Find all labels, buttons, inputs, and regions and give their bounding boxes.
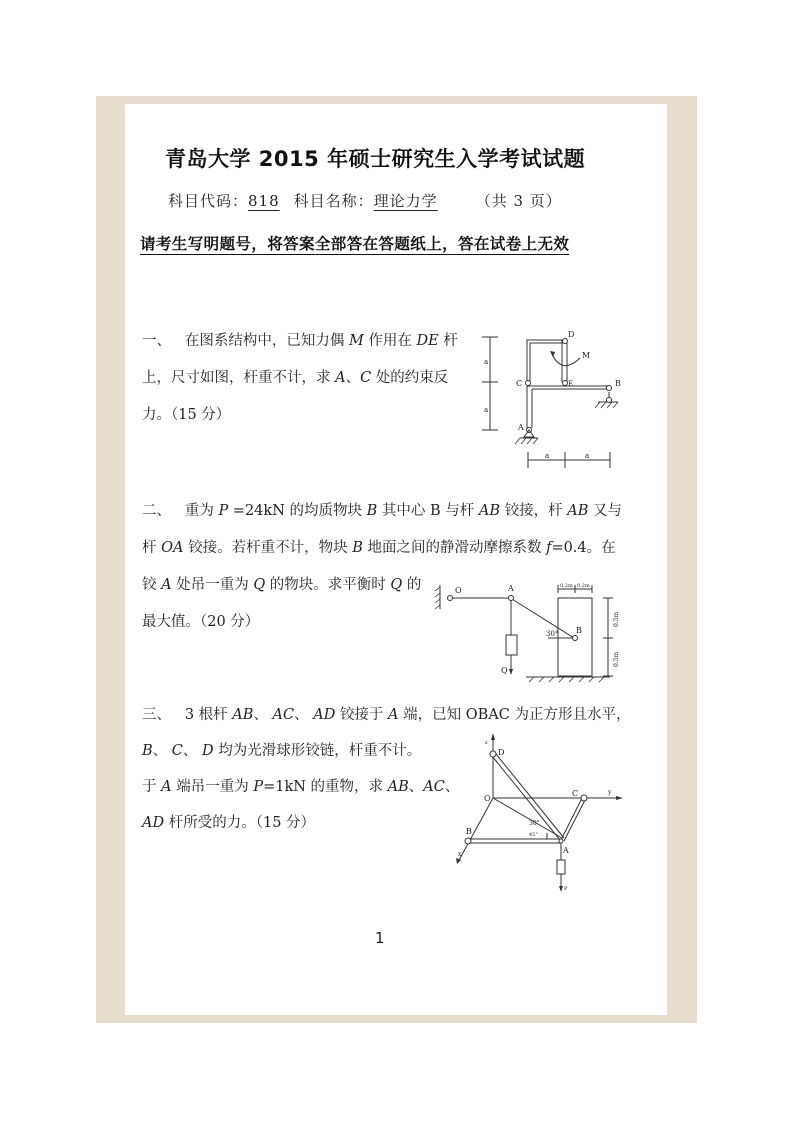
hinge-c bbox=[526, 381, 531, 386]
exam-notice: 请考生写明题号，将答案全部答在答题纸上，答在试卷上无效 bbox=[140, 235, 570, 253]
joint-a bbox=[559, 839, 563, 843]
hinge-c bbox=[581, 795, 587, 801]
dim-label: a bbox=[484, 358, 489, 366]
axis-x-label: x bbox=[458, 851, 462, 858]
label-p: P bbox=[564, 886, 568, 892]
label-a: A bbox=[518, 423, 524, 432]
question-line: 最大值。（20 分） bbox=[142, 614, 260, 630]
exam-title: 青岛大学 2015 年硕士研究生入学考试试题 bbox=[165, 147, 586, 171]
label-o: O bbox=[484, 794, 491, 803]
angle-30-label: 30° bbox=[529, 820, 540, 827]
hinge-b bbox=[465, 838, 471, 844]
hinge-d bbox=[490, 751, 496, 757]
question-line: 铰 A 处吊一重为 Q 的物块。求平衡时 Q 的 bbox=[142, 577, 422, 593]
figure-3-space-truss bbox=[440, 730, 640, 900]
label-b: B bbox=[615, 379, 621, 388]
label-d: D bbox=[568, 330, 575, 339]
dim-label: 0.2m bbox=[577, 583, 590, 589]
label-a: A bbox=[508, 584, 514, 593]
question-line: 于 A 端吊一重为 P=1kN 的重物，求 AB、AC、 bbox=[142, 779, 460, 795]
label-b: B bbox=[466, 827, 472, 836]
angle-label: 30° bbox=[546, 630, 559, 638]
page-number: 1 bbox=[375, 929, 385, 947]
axis-y-label: y bbox=[608, 789, 612, 796]
label-m: M bbox=[582, 351, 591, 360]
label-o: O bbox=[455, 586, 462, 595]
question-line: B、 C、 D 均为光滑球形铰链，杆重不计。 bbox=[142, 743, 422, 759]
question-line: AD 杆所受的力。（15 分） bbox=[142, 815, 316, 831]
dim-label: a bbox=[585, 452, 590, 460]
label-q: Q bbox=[501, 666, 508, 675]
question-line: 一、 在图系结构中，已知力偶 M 作用在 DE 杆 bbox=[142, 333, 458, 349]
label-d: D bbox=[498, 748, 505, 757]
dim-label: a bbox=[484, 406, 489, 414]
subject-name-label: 科目名称： bbox=[293, 192, 374, 210]
dim-label: a bbox=[545, 452, 550, 460]
dim-label: 0.5m bbox=[613, 611, 620, 627]
question-line: 二、 重为 P =24kN 的均质物块 B 其中心 B 与杆 AB 铰接，杆 AB 又与 bbox=[142, 503, 622, 519]
label-c: C bbox=[516, 379, 523, 388]
subject-code: 818 bbox=[248, 192, 280, 210]
question-line: 力。（15 分） bbox=[142, 407, 231, 423]
question-number: 一、 bbox=[142, 333, 171, 349]
subject-code-label: 科目代码： bbox=[168, 192, 249, 210]
figure-1-frame-structure bbox=[470, 320, 640, 480]
axis-z-label: z bbox=[485, 740, 488, 746]
angle-45-label: 45° bbox=[529, 832, 538, 838]
dim-label: 0.5m bbox=[613, 651, 620, 667]
hinge-d bbox=[563, 339, 568, 344]
label-c: C bbox=[572, 789, 579, 798]
hinge-e bbox=[563, 381, 568, 386]
question-line: 上，尺寸如图，杆重不计，求 A、C 处的约束反 bbox=[142, 370, 449, 386]
label-a: A bbox=[563, 846, 569, 855]
question-line: 三、 3 根杆 AB、 AC、 AD 铰接于 A 端，已知 OBAC 为正方形且水平， bbox=[142, 707, 631, 723]
dim-label: 0.2m bbox=[560, 583, 573, 589]
subject-info bbox=[168, 190, 562, 211]
question-number: 二、 bbox=[142, 503, 171, 519]
question-1 bbox=[142, 323, 458, 434]
page-count: （共 3 页） bbox=[475, 192, 562, 210]
figure-2-block-friction bbox=[430, 575, 630, 695]
question-number: 三、 bbox=[142, 707, 171, 723]
question-line: 杆 OA 铰接。若杆重不计，物块 B 地面之间的静滑动摩擦系数 f=0.4。在 bbox=[142, 540, 616, 556]
label-b: B bbox=[576, 626, 582, 635]
hinge-b bbox=[607, 386, 612, 391]
label-e: E bbox=[568, 380, 574, 388]
subject-name: 理论力学 bbox=[373, 192, 438, 210]
